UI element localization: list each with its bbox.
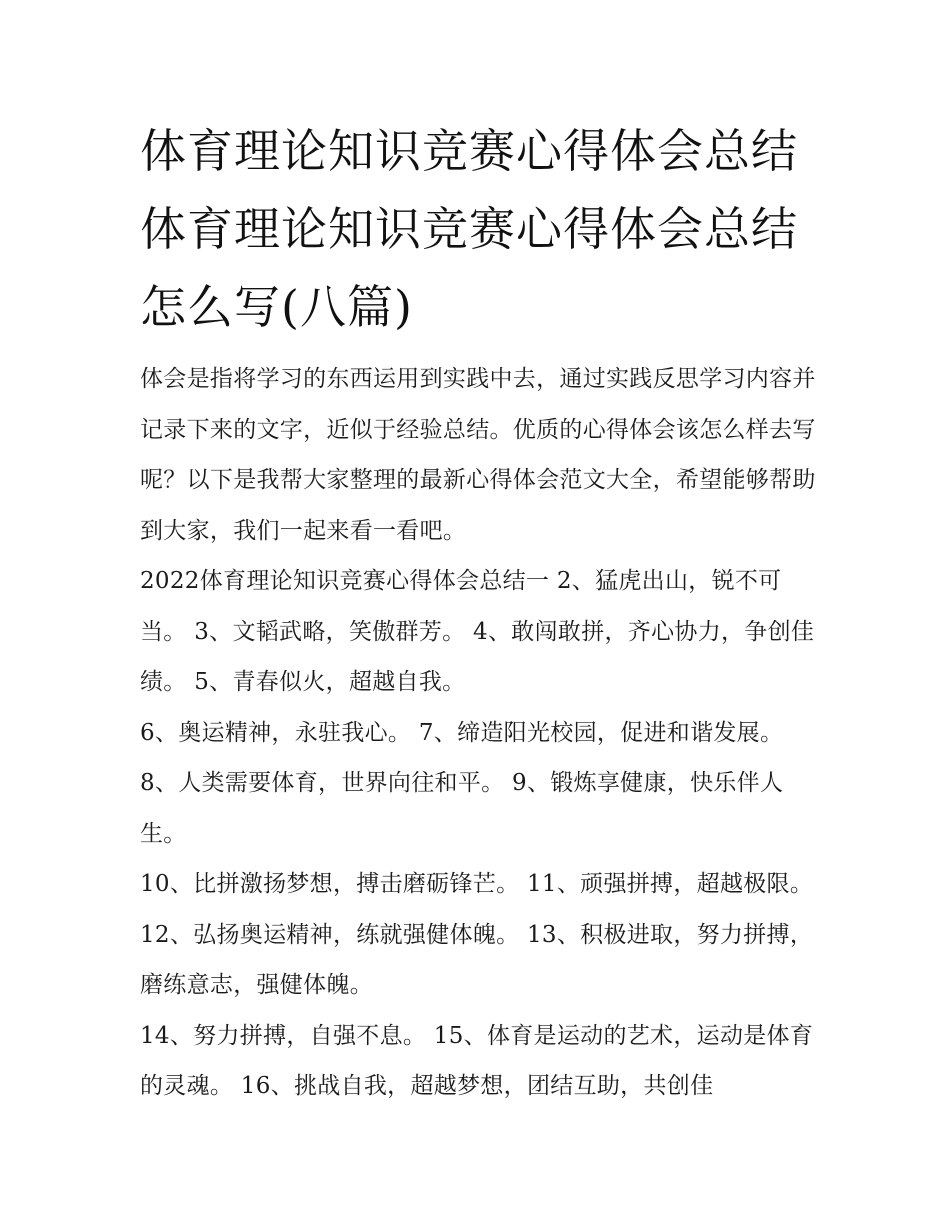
paragraph-intro: 体会是指将学习的东西运用到实践中去，通过实践反思学习内容并记录下来的文字，近似于经验总结。优质的心得体会该怎么样去写呢？以下是我帮大家整理的最新心得体会范文大全，希望能够帮助到大家，我们一起来看一看吧。 (140, 366, 816, 544)
document-body (140, 112, 820, 1112)
paragraph-slogans-3: 10、比拼激扬梦想，搏击磨砺锋芒。 11、顽强拼搏，超越极限。 12、弘扬奥运精神，练就强健体魄。 13、积极进取，努力拼搏，磨练意志，强健体魄。 (140, 871, 814, 998)
paragraph-slogans-2: 6、奥运精神，永驻我心。 7、缔造阳光校园，促进和谐发展。 8、人类需要体育，世界向往和平。 9、锻炼享健康，快乐伴人生。 (140, 719, 784, 847)
paragraph-slogans-4: 14、努力拼搏，自强不息。 15、体育是运动的艺术，运动是体育的灵魂。 16、挑战自我，超越梦想，团结互助，共创佳 (140, 1022, 814, 1099)
document-title: 体育理论知识竞赛心得体会总结 体育理论知识竞赛心得体会总结怎么写(八篇) (140, 124, 798, 334)
paragraph-slogans-1: 2022体育理论知识竞赛心得体会总结一 2、猛虎出山，锐不可当。 3、文韬武略，笑傲群芳。 4、敢闯敢拼，齐心协力，争创佳绩。 5、青春似火，超越自我。 (140, 568, 815, 695)
